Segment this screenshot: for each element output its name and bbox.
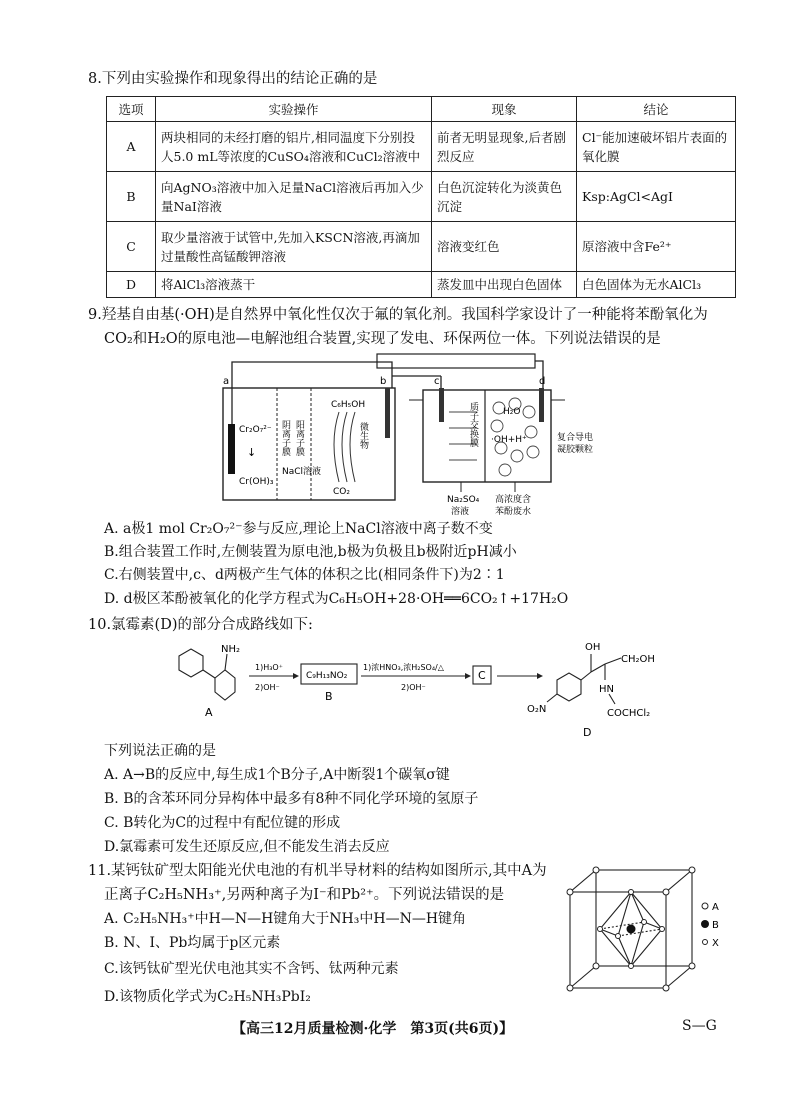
row-operation: 向AgNO₃溶液中加入足量NaCl溶液后再加入少量NaI溶液 bbox=[156, 172, 432, 222]
q10-option-d: D.氯霉素可发生还原反应,但不能发生消去反应 bbox=[104, 839, 390, 855]
label-oh-h: ·OH+H⁺ bbox=[491, 435, 527, 445]
row-option: D bbox=[107, 272, 156, 298]
label-h2o: H₂O bbox=[503, 407, 521, 417]
table-row bbox=[107, 272, 736, 298]
row-operation: 将AlCl₃溶液蒸干 bbox=[156, 272, 432, 298]
table-row bbox=[107, 122, 736, 172]
label-step2b: 2)OH⁻ bbox=[401, 683, 426, 692]
label-gel-1: 复合导电 bbox=[557, 433, 594, 443]
q10-synthesis-scheme bbox=[165, 636, 675, 746]
row-option: B bbox=[107, 172, 156, 222]
label-compound-c: C bbox=[478, 669, 486, 682]
q10-lead: 下列说法正确的是 bbox=[104, 743, 216, 759]
row-operation: 两块相同的未经打磨的铝片,相同温度下分别投人5.0 mL等浓度的CuSO₄溶液和CuCl₂溶液中 bbox=[156, 122, 432, 172]
row-phenomenon: 前者无明显现象,后者剧烈反应 bbox=[432, 122, 577, 172]
label-nh2: NH₂ bbox=[221, 644, 241, 655]
label-o2n: O₂N bbox=[527, 704, 547, 715]
legend-b-icon bbox=[701, 920, 709, 928]
label-b-formula: C₉H₁₃NO₂ bbox=[306, 671, 348, 681]
row-conclusion: 原溶液中含Fe²⁺ bbox=[577, 222, 736, 272]
table-header-row bbox=[107, 97, 736, 122]
q9-option-a: A. a极1 mol Cr₂O₇²⁻参与反应,理论上NaCl溶液中离子数不变 bbox=[104, 521, 493, 537]
q11-option-a: A. C₂H₅NH₃⁺中H—N—H键角大于NH₃中H—N—H键角 bbox=[104, 911, 467, 927]
q9-stem-line2: CO₂和H₂O的原电池—电解池组合装置,实现了发电、环保两位一体。下列说法错误的是 bbox=[104, 331, 661, 347]
legend-x-icon bbox=[703, 940, 708, 945]
q9-option-b: B.组合装置工作时,左侧装置为原电池,b极为负极且b极附近pH减小 bbox=[104, 544, 517, 560]
label-step2a: 1)浓HNO₃,浓H₂SO₄/△ bbox=[363, 663, 444, 672]
label-cation-membrane: 阳离子膜 bbox=[294, 420, 304, 456]
label-nacl: NaCl溶液 bbox=[282, 467, 322, 477]
label-compound-b: B bbox=[325, 690, 333, 703]
label-cocl: COCHCl₂ bbox=[607, 708, 651, 719]
label-gel-2: 凝胶颗粒 bbox=[557, 445, 594, 455]
label-ch2oh: CH₂OH bbox=[621, 654, 655, 665]
row-phenomenon: 白色沉淀转化为淡黄色沉淀 bbox=[432, 172, 577, 222]
legend-x-label: X bbox=[712, 938, 719, 949]
electrode-a bbox=[228, 424, 235, 474]
q9-stem-line1: 9.羟基自由基(·OH)是自然界中氧化性仅次于氟的氧化剂。我国科学家设计了一种能将苯酚氧化为 bbox=[88, 307, 708, 323]
legend-a-label: A bbox=[712, 902, 719, 913]
label-co2: CO₂ bbox=[333, 487, 350, 497]
label-croh3: Cr(OH)₃ bbox=[239, 477, 274, 487]
q10-option-a: A. A→B的反应中,每生成1个B分子,A中断裂1个碳氧σ键 bbox=[104, 767, 450, 783]
label-hn: HN bbox=[599, 684, 614, 695]
row-phenomenon: 蒸发皿中出现白色固体 bbox=[432, 272, 577, 298]
q11-option-c: C.该钙钛矿型光伏电池其实不含钙、钛两种元素 bbox=[104, 961, 399, 977]
row-conclusion: Ksp:AgCl<AgI bbox=[577, 172, 736, 222]
legend-a-icon bbox=[702, 903, 708, 909]
header-operation: 实验操作 bbox=[156, 97, 432, 122]
row-operation: 取少量溶液于试管中,先加入KSCN溶液,再滴加过量酸性高锰酸钾溶液 bbox=[156, 222, 432, 272]
row-phenomenon: 溶液变红色 bbox=[432, 222, 577, 272]
electrode-b bbox=[385, 388, 390, 438]
label-waste-2: 苯酚废水 bbox=[495, 507, 532, 517]
label-pem: 质子交换膜 bbox=[468, 402, 478, 447]
electrode-c bbox=[439, 388, 444, 422]
header-option: 选项 bbox=[107, 97, 156, 122]
label-step1a: 1)H₃O⁺ bbox=[255, 663, 283, 672]
footer-center: 【高三12月质量检测·化学 第3页(共6页)】 bbox=[232, 1021, 514, 1037]
arrow-down-icon: ↓ bbox=[247, 446, 257, 459]
label-b: b bbox=[380, 376, 387, 387]
label-na2so4-2: 溶液 bbox=[451, 507, 470, 517]
q10-option-b: B. B的含苯环同分异构体中最多有8种不同化学环境的氢原子 bbox=[104, 791, 479, 807]
label-phenol-left: C₆H₅OH bbox=[331, 400, 366, 410]
q9-option-d: D. d极区苯酚被氧化的化学方程式为C₆H₅OH+28·OH══6CO₂↑+17H₂O bbox=[104, 591, 569, 607]
q11-crystal-structure bbox=[560, 862, 740, 1012]
label-waste-1: 高浓度含 bbox=[495, 495, 532, 505]
electrode-d bbox=[539, 388, 544, 422]
q10-option-c: C. B转化为C的过程中有配位键的形成 bbox=[104, 815, 341, 831]
legend-b-label: B bbox=[712, 920, 719, 931]
row-option: C bbox=[107, 222, 156, 272]
label-compound-d: D bbox=[583, 726, 592, 739]
label-c: c bbox=[434, 376, 440, 387]
q8-stem: 8.下列由实验操作和现象得出的结论正确的是 bbox=[88, 71, 378, 87]
q11-stem-line2: 正离子C₂H₅NH₃⁺,另两种离子为I⁻和Pb²⁺。下列说法错误的是 bbox=[104, 887, 505, 903]
footer-code: S—G bbox=[682, 1018, 717, 1034]
row-option: A bbox=[107, 122, 156, 172]
q11-option-b: B. N、I、Pb均属于p区元素 bbox=[104, 935, 281, 951]
header-phenomenon: 现象 bbox=[432, 97, 577, 122]
table-row bbox=[107, 222, 736, 272]
label-na2so4-1: Na₂SO₄ bbox=[447, 495, 480, 505]
q11-option-d: D.该物质化学式为C₂H₅NH₃PbI₂ bbox=[104, 989, 311, 1005]
q9-cell-diagram bbox=[215, 352, 615, 520]
q9-option-c: C.右侧装置中,c、d两极产生气体的体积之比(相同条件下)为2∶1 bbox=[104, 567, 505, 583]
label-anion-membrane: 阴离子膜 bbox=[280, 420, 290, 456]
label-microbe: 微生物 bbox=[358, 422, 368, 449]
label-cr2o7: Cr₂O₇²⁻ bbox=[239, 425, 272, 435]
label-oh: OH bbox=[585, 642, 601, 653]
row-conclusion: Cl⁻能加速破坏铝片表面的氧化膜 bbox=[577, 122, 736, 172]
label-compound-a: A bbox=[205, 706, 213, 719]
q8-table bbox=[106, 96, 736, 298]
table-row bbox=[107, 172, 736, 222]
row-conclusion: 白色固体为无水AlCl₃ bbox=[577, 272, 736, 298]
label-d: d bbox=[539, 376, 546, 387]
q11-stem-line1: 11.某钙钛矿型太阳能光伏电池的有机半导材料的结构如图所示,其中A为 bbox=[88, 863, 547, 879]
label-a: a bbox=[223, 376, 230, 387]
label-step1b: 2)OH⁻ bbox=[255, 683, 280, 692]
header-conclusion: 结论 bbox=[577, 97, 736, 122]
q10-stem: 10.氯霉素(D)的部分合成路线如下: bbox=[88, 617, 313, 633]
